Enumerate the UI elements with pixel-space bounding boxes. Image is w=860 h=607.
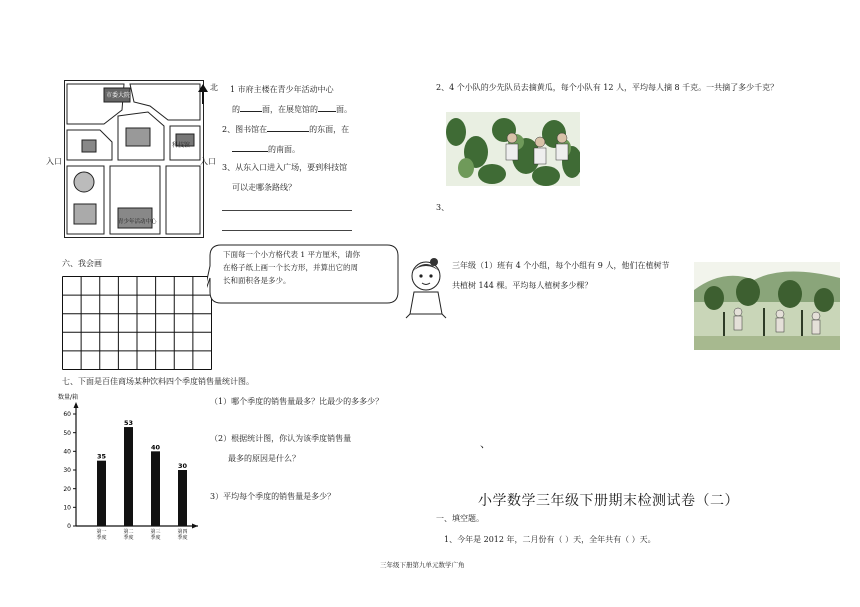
section7-q2-line1: （2）根据统计图，你认为该季度销售量 xyxy=(210,434,352,443)
chart-svg xyxy=(56,390,206,542)
chart-category-label: 季度 xyxy=(177,535,188,541)
section7-q2-line2: 最多的原因是什么？ xyxy=(228,454,300,463)
drawing-grid[interactable] xyxy=(62,276,212,374)
speech-bubble xyxy=(207,244,399,304)
chart-y-tick-label: 60 xyxy=(63,411,71,419)
chart-y-tick-label: 0 xyxy=(67,523,71,531)
tree-planting-photo xyxy=(694,262,840,350)
map-q1-line1: 1 市府主楼在青少年活动中心 xyxy=(230,85,334,94)
chart-category-label: 季度 xyxy=(96,535,107,541)
right-q3: 3、 xyxy=(436,203,450,212)
grid-paper[interactable] xyxy=(62,276,212,370)
map-q3-line1: 3、从东入口进入广场，要到科技馆 xyxy=(222,163,348,172)
section7-q3: 3）平均每个季度的销售量是多少？ xyxy=(210,492,336,501)
map-q3-line2: 可以走哪条路线？ xyxy=(232,183,296,192)
school-map-figure xyxy=(64,80,204,238)
chart-data-label: 30 xyxy=(177,462,188,470)
fill-q1: 1、今年是 2012 年，二月份有（ ）天，全年共有（ ）天。 xyxy=(444,535,656,544)
chart-ylabel: 数量/箱 xyxy=(58,394,79,401)
section7-q1: （1）哪个季度的销售量最多？比最少的多多少？ xyxy=(210,397,384,406)
bubble-line3: 长和面积各是多少。 xyxy=(223,276,291,285)
map-q1-line2-pre: 的 xyxy=(232,105,240,114)
chart-data-label: 40 xyxy=(150,443,161,452)
section6-heading: 六、我会画 xyxy=(62,259,102,268)
map-drawing xyxy=(64,80,204,238)
sales-bar-chart xyxy=(56,390,206,546)
chart-x-axis-arrow xyxy=(192,524,198,529)
chart-y-tick-label: 40 xyxy=(63,448,71,456)
entrance-east-label: 入口 xyxy=(200,157,216,166)
map-q2-line2-post: 的南面。 xyxy=(268,145,300,154)
cucumber-picking-photo xyxy=(446,112,580,186)
chart-category-label: 第四 xyxy=(177,529,188,535)
bubble-line2: 在格子纸上画一个长方形，并算出它的周 xyxy=(223,263,358,272)
chart-y-tick-label: 30 xyxy=(63,467,71,475)
chart-data-label: 35 xyxy=(96,452,107,461)
map-label-right: 科技馆 xyxy=(172,142,191,149)
answer-blank[interactable] xyxy=(267,122,309,132)
right-q3-text-line1: 三年级（1）班有 4 个小组，每个小组有 9 人，他们在植树节 xyxy=(452,261,670,270)
chart-category-label: 第二 xyxy=(123,529,134,535)
chart-bar xyxy=(124,427,133,526)
stray-mark: 、 xyxy=(480,437,491,450)
chart-y-tick-label: 20 xyxy=(63,485,71,493)
chart-y-tick-label: 50 xyxy=(63,429,71,437)
north-arrow-icon xyxy=(198,84,208,108)
map-q2-post: 的东面，在 xyxy=(309,125,350,134)
answer-line[interactable] xyxy=(222,210,352,211)
bubble-line1: 下面每一个小方格代表 1 平方厘米，请你 xyxy=(223,250,361,259)
map-q2-line2 xyxy=(232,142,300,156)
north-label: 北 xyxy=(210,83,218,92)
right-q2: 2、4 个小队的少先队员去摘黄瓜，每个小队有 12 人，平均每人摘 8 千克。一共摘了多少千克？ xyxy=(436,83,779,92)
fill-heading: 一、填空题。 xyxy=(436,514,484,523)
answer-blank[interactable] xyxy=(232,142,268,152)
map-q2-line1 xyxy=(222,122,349,136)
page-footer: 三年级下册第九单元数学广角 xyxy=(380,561,465,569)
section7-heading: 七、下面是百佳商场某种饮料四个季度销售量统计图。 xyxy=(62,377,254,386)
chart-bar xyxy=(151,451,160,526)
chart-category-label: 季度 xyxy=(150,535,161,541)
chart-y-axis-arrow xyxy=(74,402,79,408)
chart-y-tick-label: 10 xyxy=(63,504,71,512)
map-label-top: 市委大院 xyxy=(106,92,131,99)
map-q2-pre: 2、图书馆在 xyxy=(222,125,268,134)
answer-blank[interactable] xyxy=(318,102,336,112)
answer-line[interactable] xyxy=(222,230,352,231)
right-q3-text-line2: 共植树 144 棵。平均每人植树多少棵？ xyxy=(452,281,593,290)
cartoon-girl-illustration xyxy=(404,258,448,320)
exam-title: 小学数学三年级下册期末检测试卷（二） xyxy=(478,493,739,509)
map-q1-line2-post: 面。 xyxy=(336,105,352,114)
answer-blank[interactable] xyxy=(240,102,262,112)
chart-bar xyxy=(97,461,106,526)
entrance-west-label: 入口 xyxy=(46,157,62,166)
chart-category-label: 季度 xyxy=(123,535,134,541)
map-label-bottom: 青少年活动中心 xyxy=(118,219,157,225)
chart-data-label: 53 xyxy=(123,419,134,428)
map-q1-line2-mid: 面，在展览馆的 xyxy=(262,105,318,114)
chart-category-label: 第三 xyxy=(150,529,161,535)
map-q1-line2 xyxy=(232,102,352,116)
chart-bar xyxy=(178,470,187,526)
chart-category-label: 第一 xyxy=(96,529,107,535)
